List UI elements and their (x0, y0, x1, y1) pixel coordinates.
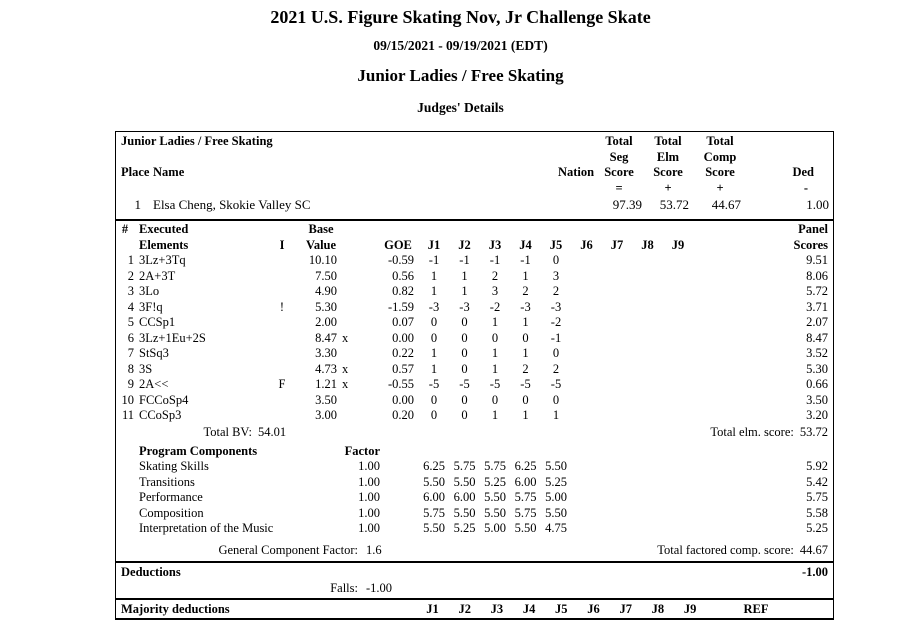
total-seg-header-3: Score (604, 165, 634, 179)
component-factor: 1.00 (358, 459, 380, 473)
element-name: 2A+3T (139, 268, 176, 283)
judge-header-j5: J5 (549, 238, 563, 252)
components-rows (116, 459, 833, 537)
panel-header-2: Scores (793, 238, 828, 252)
gcf-value: 1.6 (366, 542, 382, 557)
element-j5-score: 2 (552, 284, 560, 298)
element-name: 3Lo (139, 284, 160, 298)
majority-judge-j3: J3 (490, 602, 504, 616)
component-factor: 1.00 (358, 505, 380, 520)
component-j4-score: 6.25 (514, 459, 537, 473)
component-row (116, 459, 833, 475)
executed-header-2: Elements (139, 238, 189, 252)
deductions-section (116, 561, 833, 598)
total-bv-value: 54.01 (258, 424, 287, 439)
total-elm-label: Total elm. score: (710, 424, 794, 439)
element-number: 5 (127, 315, 134, 329)
total-bv-label: Total BV: (203, 424, 252, 439)
component-j5-score: 5.00 (545, 490, 567, 504)
component-j2-score: 5.50 (453, 505, 476, 520)
judge-header-j8: J8 (641, 238, 654, 252)
falls-row (116, 580, 833, 596)
element-base-value: 3.30 (315, 346, 337, 360)
judge-header-j4: J4 (519, 238, 532, 252)
summary-section (116, 132, 833, 219)
element-panel-score: 0.66 (806, 377, 828, 391)
element-j4-score: 0 (522, 392, 529, 407)
element-j2-score: 0 (461, 361, 468, 376)
element-row (116, 284, 833, 300)
total-bv-row (116, 424, 833, 441)
component-j5-score: 5.25 (545, 474, 567, 489)
ded-minus-sign: - (803, 180, 808, 195)
skater-deduction: 1.00 (806, 197, 829, 212)
element-row (116, 377, 833, 393)
skater-place: 1 (134, 197, 141, 212)
component-factor: 1.00 (358, 474, 380, 489)
component-j1-score: 5.50 (423, 521, 445, 535)
element-panel-score: 5.72 (806, 284, 828, 298)
component-j3-score: 5.25 (484, 474, 506, 489)
element-j3-score: 2 (491, 268, 499, 283)
total-seg-header-1: Total (605, 134, 633, 148)
element-number: 1 (127, 253, 134, 267)
element-number: 3 (127, 284, 134, 298)
element-j3-score: 1 (491, 315, 499, 329)
component-j4-score: 6.00 (514, 474, 537, 489)
element-j2-score: 0 (461, 330, 468, 345)
judge-header-j7: J7 (610, 238, 624, 252)
executed-header-1: Executed (139, 222, 189, 236)
element-j3-score: 1 (491, 346, 499, 360)
element-x-credit: x (342, 361, 349, 376)
total-elm-header-3: Score (653, 165, 683, 179)
falls-label: Falls: (330, 581, 358, 595)
element-panel-score: 3.52 (806, 346, 828, 360)
skater-row (116, 196, 833, 213)
element-row (116, 362, 833, 378)
element-base-value: 3.50 (315, 392, 337, 407)
element-goe: 0.20 (392, 408, 414, 422)
component-row (116, 521, 833, 537)
component-name: Skating Skills (139, 459, 209, 473)
element-panel-score: 3.71 (806, 299, 828, 314)
component-j1-score: 6.25 (423, 459, 445, 473)
base-header-1: Base (308, 222, 334, 236)
element-j2-score: 0 (461, 392, 468, 407)
total-comp-header-1: Total (706, 134, 734, 148)
element-j4-score: 2 (522, 284, 529, 298)
component-panel-score: 5.42 (806, 474, 828, 489)
component-j3-score: 5.50 (484, 505, 506, 520)
judge-header-j2: J2 (458, 238, 471, 252)
total-comp-header-3: Score (705, 165, 735, 179)
element-name: 3F!q (139, 299, 163, 314)
element-base-value: 4.90 (315, 284, 337, 298)
elements-rows (116, 253, 833, 424)
element-row (116, 315, 833, 331)
majority-deductions-section (116, 598, 833, 618)
element-row (116, 253, 833, 269)
element-number: 7 (127, 346, 134, 360)
component-panel-score: 5.75 (806, 490, 828, 504)
element-j5-score: -3 (550, 299, 562, 314)
element-number: 2 (127, 268, 134, 283)
component-j5-score: 5.50 (545, 459, 567, 473)
element-j4-score: 0 (522, 330, 529, 345)
component-row (116, 490, 833, 506)
element-j3-score: 1 (491, 408, 499, 422)
component-j5-score: 5.50 (545, 505, 567, 520)
majority-judge-j7: J7 (619, 602, 632, 616)
skater-elm-score: 53.72 (659, 197, 689, 212)
element-j1-score: 0 (430, 408, 438, 422)
component-j4-score: 5.75 (514, 490, 537, 504)
element-base-value: 10.10 (308, 253, 337, 267)
total-factored-comp-score (657, 542, 828, 558)
component-j2-score: 5.25 (453, 521, 476, 535)
element-number: 6 (127, 330, 134, 345)
element-j1-score: 1 (430, 284, 438, 298)
number-header: # (121, 222, 129, 236)
total-elm-score (710, 424, 828, 441)
elements-header-line-2 (116, 237, 833, 253)
element-goe: -1.59 (387, 299, 414, 314)
element-j5-score: -1 (550, 330, 562, 345)
element-goe: 0.22 (392, 346, 414, 360)
element-j1-score: 0 (430, 392, 438, 407)
element-goe: 0.56 (392, 268, 414, 283)
element-goe: 0.00 (392, 392, 414, 407)
base-header-2: Value (305, 238, 337, 252)
element-j1-score: -3 (428, 299, 440, 314)
element-j5-score: -5 (550, 377, 562, 391)
element-j4-score: 1 (522, 408, 529, 422)
element-info-mark: ! (279, 299, 285, 314)
nation-header: Nation (557, 165, 595, 179)
total-elm-header-1: Total (654, 134, 682, 148)
element-j2-score: -3 (459, 299, 470, 314)
element-j4-score: -5 (520, 377, 531, 391)
component-j3-score: 5.00 (484, 521, 506, 535)
panel-header-1: Panel (798, 222, 828, 236)
majority-judge-j2: J2 (458, 602, 471, 616)
summary-header-line-4 (116, 181, 833, 197)
elements-section (116, 219, 833, 443)
element-goe: 0.82 (392, 284, 414, 298)
majority-judge-j1: J1 (426, 602, 439, 616)
total-elm-value: 53.72 (799, 424, 828, 439)
element-base-value: 2.00 (315, 315, 337, 329)
component-j5-score: 4.75 (545, 521, 567, 535)
skater-comp-score: 44.67 (711, 197, 741, 212)
element-j2-score: 0 (461, 408, 468, 422)
element-panel-score: 3.20 (806, 408, 828, 422)
component-panel-score: 5.58 (806, 505, 828, 520)
component-row (116, 506, 833, 522)
element-number: 8 (127, 361, 134, 376)
element-j1-score: 1 (430, 361, 438, 376)
component-name: Transitions (139, 474, 195, 489)
info-header: I (279, 238, 285, 252)
element-info-mark: F (278, 377, 286, 391)
summary-header-line-2 (116, 150, 833, 166)
element-row (116, 269, 833, 285)
element-base-value: 1.21 (315, 377, 337, 391)
component-j2-score: 6.00 (453, 490, 476, 504)
element-base-value: 8.47 (315, 330, 337, 345)
deductions-header-row (116, 564, 833, 580)
element-j1-score: -1 (428, 253, 440, 267)
component-j4-score: 5.50 (514, 521, 537, 535)
total-comp-header-2: Comp (703, 149, 737, 164)
elm-plus-sign: + (664, 180, 672, 195)
summary-header-line-3 (116, 165, 833, 181)
element-j5-score: -2 (550, 315, 562, 329)
majority-judge-j8: J8 (651, 602, 665, 616)
element-row (116, 346, 833, 362)
judge-header-j1: J1 (427, 238, 441, 252)
element-j2-score: 1 (461, 284, 468, 298)
element-name: 3S (139, 361, 153, 376)
element-row (116, 393, 833, 409)
element-base-value: 7.50 (315, 268, 337, 283)
falls-value: -1.00 (366, 581, 393, 595)
element-name: StSq3 (139, 346, 169, 360)
element-name: 3Lz+1Eu+2S (139, 330, 206, 345)
element-j4-score: 1 (522, 346, 529, 360)
report-title: Judges' Details (417, 100, 504, 115)
element-j3-score: 0 (491, 392, 499, 407)
element-base-value: 3.00 (315, 408, 337, 422)
gcf-label: General Component Factor: (218, 542, 358, 557)
component-j3-score: 5.75 (484, 459, 506, 473)
element-j5-score: 1 (552, 408, 560, 422)
components-header (116, 443, 833, 459)
element-goe: 0.00 (392, 330, 414, 345)
element-j1-score: 1 (430, 268, 438, 283)
judge-header-j3: J3 (488, 238, 502, 252)
element-number: 10 (121, 392, 134, 407)
deductions-total: -1.00 (801, 565, 828, 579)
element-j5-score: 0 (552, 392, 560, 407)
place-header: Place (121, 165, 150, 179)
element-j4-score: 2 (522, 361, 529, 376)
event-title: Junior Ladies / Free Skating (357, 66, 564, 85)
element-j1-score: -5 (428, 377, 440, 391)
component-name: Interpretation of the Music (139, 521, 274, 535)
element-panel-score: 3.50 (806, 392, 828, 407)
total-comp-value: 44.67 (799, 542, 828, 557)
ded-header: Ded (792, 165, 814, 179)
name-header: Name (153, 165, 185, 179)
skater-seg-score: 97.39 (612, 197, 642, 212)
summary-header-line-1 (116, 134, 833, 150)
component-j1-score: 5.50 (423, 474, 445, 489)
element-panel-score: 9.51 (806, 253, 828, 267)
element-j2-score: 0 (461, 346, 468, 360)
element-panel-score: 8.06 (806, 268, 828, 283)
element-j2-score: -5 (459, 377, 470, 391)
element-j5-score: 0 (552, 346, 560, 360)
components-title: Program Components (139, 444, 258, 458)
element-j5-score: 2 (552, 361, 560, 376)
element-row (116, 408, 833, 424)
judge-header-j6: J6 (580, 238, 593, 252)
element-number: 11 (121, 408, 134, 422)
element-goe: 0.57 (392, 361, 414, 376)
element-j4-score: 1 (522, 315, 529, 329)
element-j4-score: 1 (522, 268, 529, 283)
component-row (116, 475, 833, 491)
component-j3-score: 5.50 (484, 490, 506, 504)
seg-equals-sign: = (615, 180, 623, 195)
component-name: Composition (139, 505, 204, 520)
element-name: FCCoSp4 (139, 392, 189, 407)
majority-deductions-row (116, 600, 833, 618)
judge-header-j9: J9 (671, 238, 685, 252)
component-panel-score: 5.92 (806, 459, 828, 473)
element-j1-score: 0 (430, 330, 438, 345)
skater-name: Elsa Cheng, Skokie Valley SC (153, 197, 311, 212)
element-j3-score: -1 (489, 253, 501, 267)
element-j2-score: 0 (461, 315, 468, 329)
element-x-credit: x (342, 330, 349, 345)
component-j1-score: 5.75 (423, 505, 445, 520)
element-j2-score: -1 (459, 253, 470, 267)
element-goe: 0.07 (392, 315, 414, 329)
elements-header-line-1 (116, 221, 833, 237)
deductions-title: Deductions (121, 565, 181, 579)
element-j3-score: 3 (491, 284, 499, 298)
element-j4-score: -1 (520, 253, 531, 267)
general-component-factor-row (116, 542, 833, 558)
majority-deductions-title: Majority deductions (121, 602, 230, 616)
segment-title: Junior Ladies / Free Skating (121, 134, 273, 148)
element-panel-score: 5.30 (806, 361, 828, 376)
element-base-value: 4.73 (315, 361, 337, 376)
majority-judge-j6: J6 (587, 602, 600, 616)
majority-judge-j4: J4 (522, 602, 536, 616)
total-elm-header-2: Elm (656, 149, 680, 164)
goe-header: GOE (384, 238, 412, 252)
element-j5-score: 3 (552, 268, 560, 283)
element-j2-score: 1 (461, 268, 468, 283)
component-factor: 1.00 (358, 490, 380, 504)
judges-details-sheet (115, 131, 834, 620)
component-j4-score: 5.75 (514, 505, 537, 520)
element-j4-score: -3 (520, 299, 531, 314)
element-panel-score: 2.07 (806, 315, 828, 329)
element-x-credit: x (342, 377, 349, 391)
element-panel-score: 8.47 (806, 330, 828, 345)
element-name: 3Lz+3Tq (139, 253, 186, 267)
element-base-value: 5.30 (315, 299, 337, 314)
competition-title: 2021 U.S. Figure Skating Nov, Jr Challenge Skate (270, 7, 651, 27)
components-section (116, 443, 833, 561)
comp-plus-sign: + (716, 180, 724, 195)
element-goe: -0.59 (387, 253, 414, 267)
component-j1-score: 6.00 (423, 490, 445, 504)
total-comp-label: Total factored comp. score: (657, 542, 794, 557)
element-row (116, 331, 833, 347)
majority-judge-j5: J5 (555, 602, 568, 616)
element-j3-score: 1 (491, 361, 499, 376)
element-name: CCoSp3 (139, 408, 182, 422)
element-row (116, 300, 833, 316)
element-j3-score: -5 (489, 377, 501, 391)
element-number: 4 (127, 299, 134, 314)
element-name: CCSp1 (139, 315, 176, 329)
majority-judge-j9: J9 (683, 602, 697, 616)
component-factor: 1.00 (358, 521, 380, 535)
element-number: 9 (127, 377, 134, 391)
component-j2-score: 5.50 (453, 474, 476, 489)
component-j2-score: 5.75 (453, 459, 476, 473)
element-j5-score: 0 (552, 253, 560, 267)
competition-dates: 09/15/2021 - 09/19/2021 (EDT) (373, 38, 548, 53)
majority-ref-header: REF (743, 602, 769, 616)
factor-header: Factor (344, 444, 380, 458)
total-seg-header-2: Seg (609, 149, 629, 164)
element-j1-score: 0 (430, 315, 438, 329)
element-name: 2A<< (139, 377, 169, 391)
component-name: Performance (139, 490, 203, 504)
element-j3-score: 0 (491, 330, 499, 345)
element-goe: -0.55 (387, 377, 414, 391)
element-j3-score: -2 (489, 299, 501, 314)
element-j1-score: 1 (430, 346, 438, 360)
component-panel-score: 5.25 (806, 521, 828, 535)
